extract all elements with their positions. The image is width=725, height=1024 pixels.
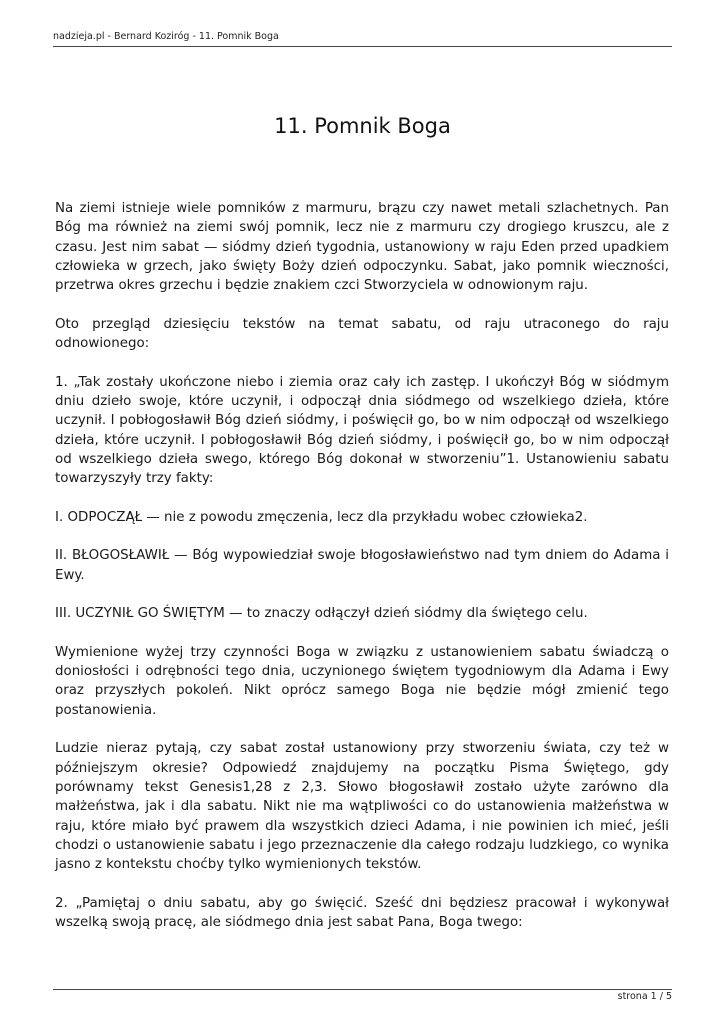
footer-divider: [53, 989, 672, 990]
paragraph-overview: Oto przegląd dziesięciu tekstów na temat sabatu, od raju utraconego do raju odnowionego:: [55, 316, 669, 352]
paragraph-text-2: 2. „Pamiętaj o dniu sabatu, aby go święcić. Sześć dni będziesz pracował i wykonywał wszelką swoją pracę, ale siódmego dnia jest sabat Pana, Boga twego:: [55, 895, 669, 930]
paragraph-fact-3: III. UCZYNIŁ GO ŚWIĘTYM — to znaczy odłączył dzień siódmy dla świętego celu.: [55, 606, 588, 622]
paragraph-text-1: 1. „Tak zostały ukończone niebo i ziemia oraz cały ich zastęp. I ukończył Bóg w siódmym dniu dzieło swoje, które uczynił, i odpoczął dnia siódmego od wszelkiego dzieła, które uczynił. I pobłogosławił Bóg dzień siódmy, i poświęcił go, bo w nim odpoczął od wszelkiego dzieła, które uczynił. I pobłogosławił Bóg dzień siódmy, i poświęcił go, bo w nim odpoczął od wszelkiego dzieła swego, którego Bóg dokonał w stworzeniu”1. Ustanowieniu sabatu towarzyszyły trzy fakty:: [55, 374, 669, 487]
paragraph-significance: Wymienione wyżej trzy czynności Boga w związku z ustanowieniem sabatu świadczą o doniosłości i odrębności tego dnia, uczynionego świętem tygodniowym dla Adama i Ewy oraz przyszłych pokoleń. Nikt oprócz samego Boga nie będzie mógł zmienić tego postanowienia.: [55, 644, 669, 718]
paragraph-intro: Na ziemi istnieje wiele pomników z marmuru, brązu czy nawet metali szlachetnych. Pan Bóg ma również na ziemi swój pomnik, lecz nie z marmuru czy drogiego kruszcu, ale z czasu. Jest nim sabat — siódmy dzień tygodnia, ustanowiony w raju Eden przed upadkiem człowieka w grzech, jako święty Boży dzień odpoczynku. Sabat, jako pomnik wieczności, przetrwa okres grzechu i będzie znakiem czci Stworzyciela w odnowionym raju.: [55, 201, 669, 294]
paragraph-fact-2: II. BŁOGOSŁAWIŁ — Bóg wypowiedział swoje błogosławieństwo nad tym dniem do Adama i Ewy.: [55, 548, 669, 583]
page-title: 11. Pomnik Boga: [274, 114, 451, 138]
article-body: [55, 199, 669, 952]
paragraph-fact-1: I. ODPOCZĄŁ — nie z powodu zmęczenia, lecz dla przykładu wobec człowieka2.: [55, 509, 588, 525]
paragraph-question: Ludzie nieraz pytają, czy sabat został ustanowiony przy stworzeniu świata, czy też w późniejszym okresie? Odpowiedź znajdujemy na początku Pisma Świętego, gdy porównamy tekst Genesis1,28 z 2,3. Słowo błogosławił zostało użyte zarówno dla małżeństwa, jak i dla sabatu. Nikt nie ma wątpliwości co do ustanowienia małżeństwa w raju, które miało być prawem dla wszystkich dzieci Adama, i nie powinien ich mieć, jeśli chodzi o ustanowienie sabatu i jego przeznaczenie dla całego rodzaju ludzkiego, co wynika jasno z kontekstu choćby tylko wymienionych tekstów.: [55, 741, 669, 873]
page-header: nadzieja.pl - Bernard Koziróg - 11. Pomnik Boga: [53, 31, 279, 42]
header-divider: [53, 46, 672, 47]
page-number: strona 1 / 5: [617, 991, 672, 1002]
